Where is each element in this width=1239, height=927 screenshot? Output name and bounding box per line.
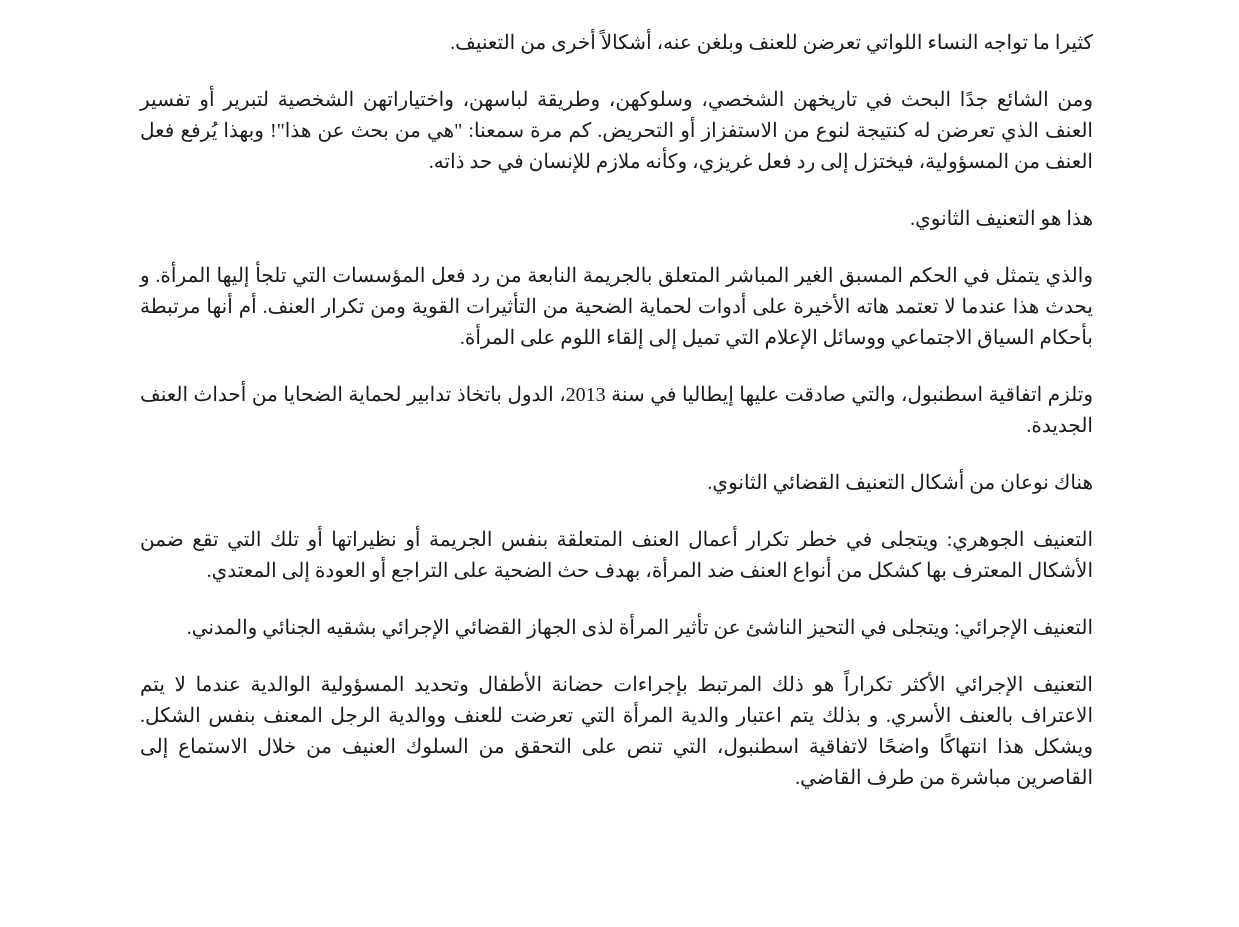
- paragraph-istanbul-convention: وتلزم اتفاقية اسطنبول، والتي صادقت عليها إيطاليا في سنة 2013، الدول باتخاذ تدابير لحماية الضحايا من أحداث العنف الجديدة.: [140, 384, 1093, 437]
- paragraph-victim-blaming: ومن الشائع جدًا البحث في تاريخهن الشخصي، وسلوكهن، وطريقة لباسهن، واختياراتهن الشخصية لتبرير أو تفسير العنف الذي تعرضن له كنتيجة لنوع من الاستفزاز أو التحريض. كم مرة سمعنا: "هي من بحث عن هذا"! وبهذا يُرفع فعل العنف من المسؤولية، فيختزل إلى رد فعل غريزي، وكأنه ملازم للإنسان في حد ذاته.: [140, 89, 1093, 173]
- document-page: [140, 28, 1093, 820]
- paragraph-institutional-prejudice: والذي يتمثل في الحكم المسبق الغير المباشر المتعلق بالجريمة النابعة من رد فعل المؤسسات التي تلجأ إليها المرأة. و يحدث هذا عندما لا تعتمد هاته الأخيرة على أدوات لحماية الضحية من التأثيرات القوية ومن تكرار العنف. أم أنها مرتبطة بأحكام السياق الاجتماعي ووسائل الإعلام التي تميل إلى إلقاء اللوم على المرأة.: [140, 265, 1094, 349]
- paragraph-intro: كثيرا ما تواجه النساء اللواتي تعرضن للعنف وبلغن عنه، أشكالاً أخرى من التعنيف.: [450, 32, 1093, 54]
- paragraph-procedural-violence: التعنيف الإجرائي: ويتجلى في التحيز الناشئ عن تأثير المرأة لذى الجهاز القضائي الإجرائي بشقيه الجنائي والمدني.: [186, 617, 1093, 639]
- paragraph-secondary-violence: هذا هو التعنيف الثانوي.: [910, 208, 1093, 230]
- paragraph-custody-procedures: التعنيف الإجرائي الأكثر تكراراً هو ذلك المرتبط بإجراءات حضانة الأطفال وتحديد المسؤولية الوالدية عندما لا يتم الاعتراف بالعنف الأسري. و بذلك يتم اعتبار والدية المرأة التي تعرضت للعنف ووالدية الرجل المعنف بنفس الشكل. ويشكل هذا انتهاكًا واضحًا لاتفاقية اسطنبول، التي تنص على التحقق من السلوك العنيف من خلال الاستماع إلى القاصرين مباشرة من طرف القاضي.: [140, 674, 1093, 789]
- paragraph-substantive-violence: التعنيف الجوهري: ويتجلى في خطر تكرار أعمال العنف المتعلقة بنفس الجريمة أو نظيراتها أو تلك التي تقع ضمن الأشكال المعترف بها كشكل من أنواع العنف ضد المرأة، بهدف حث الضحية على التراجع أو العودة إلى المعتدي.: [140, 529, 1093, 582]
- paragraph-two-forms: هناك نوعان من أشكال التعنيف القضائي الثانوي.: [707, 472, 1093, 494]
